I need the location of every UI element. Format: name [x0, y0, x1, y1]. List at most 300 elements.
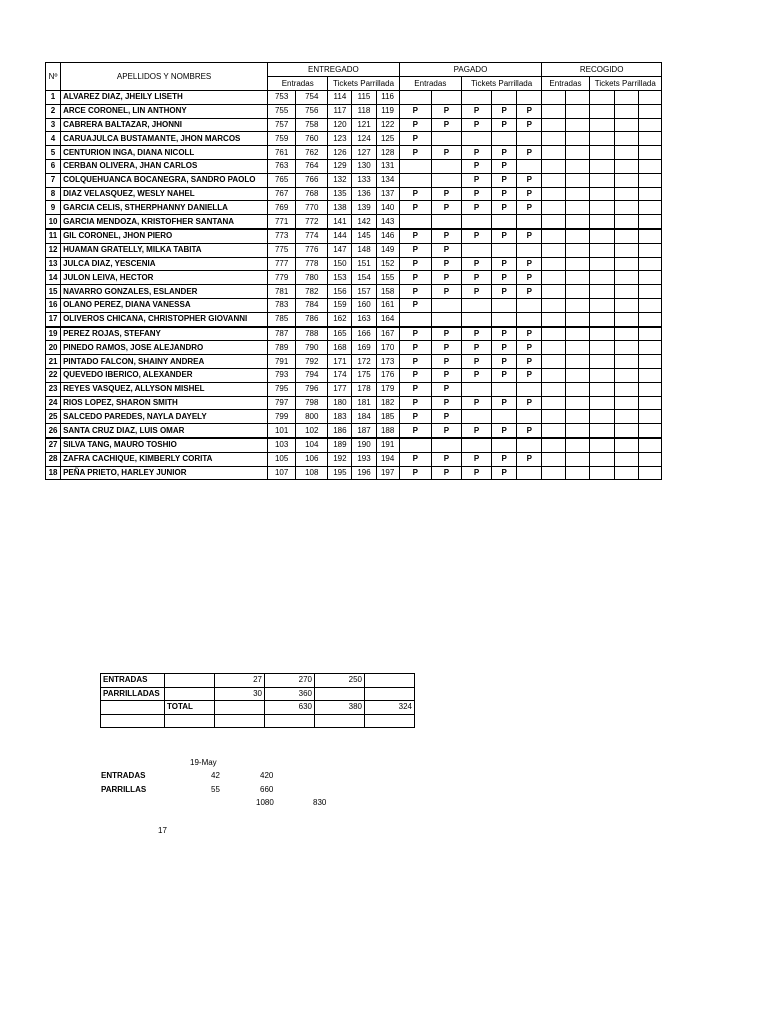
recogido-cell	[638, 438, 661, 452]
pagado-cell	[399, 159, 431, 173]
entregado-entrada-cell: 770	[296, 201, 328, 215]
student-name: GIL CORONEL, JHON PIERO	[61, 229, 268, 243]
recogido-cell	[614, 173, 638, 187]
pagado-cell	[461, 132, 491, 146]
summary-cell	[265, 714, 315, 728]
recogido-cell	[589, 410, 614, 424]
pagado-cell: P	[399, 243, 431, 257]
entregado-entrada-cell: 778	[296, 257, 328, 271]
pagado-cell	[517, 298, 542, 312]
student-name: PINTADO FALCON, SHAINY ANDREA	[61, 355, 268, 369]
row-number: 9	[46, 201, 61, 215]
entregado-ticket-cell: 124	[352, 132, 376, 146]
entregado-entrada-cell: 777	[268, 257, 296, 271]
summary-cell: 360	[265, 687, 315, 701]
recogido-cell	[614, 327, 638, 341]
recogido-cell	[542, 159, 566, 173]
table-row	[46, 327, 662, 341]
recogido-cell	[542, 173, 566, 187]
entregado-entrada-cell: 792	[296, 355, 328, 369]
entregado-entrada-cell: 754	[296, 91, 328, 105]
recogido-cell	[589, 159, 614, 173]
recogido-cell	[614, 368, 638, 382]
summary-cell	[165, 674, 215, 688]
pagado-cell: P	[431, 452, 461, 466]
entregado-ticket-cell: 135	[328, 187, 352, 201]
recogido-cell	[614, 452, 638, 466]
pagado-cell: P	[517, 424, 542, 438]
entregado-ticket-cell: 190	[352, 438, 376, 452]
pagado-cell: P	[517, 271, 542, 285]
pagado-cell: P	[517, 187, 542, 201]
entregado-ticket-cell: 160	[352, 298, 376, 312]
row-number: 14	[46, 271, 61, 285]
recogido-cell	[566, 243, 589, 257]
entregado-ticket-cell: 185	[376, 410, 399, 424]
row-number: 28	[46, 452, 61, 466]
entregado-entrada-cell: 796	[296, 382, 328, 396]
recogido-cell	[614, 215, 638, 229]
table-row	[46, 382, 662, 396]
entregado-entrada-cell: 790	[296, 341, 328, 355]
recogido-cell	[589, 355, 614, 369]
table-row	[46, 91, 662, 105]
table-row	[46, 355, 662, 369]
entregado-ticket-cell: 162	[328, 312, 352, 326]
recogido-cell	[638, 382, 661, 396]
pagado-cell: P	[431, 396, 461, 410]
entregado-entrada-cell: 788	[296, 327, 328, 341]
summary-cell	[165, 687, 215, 701]
recogido-cell	[614, 257, 638, 271]
pagado-cell: P	[461, 341, 491, 355]
recogido-cell	[566, 410, 589, 424]
entregado-ticket-cell: 168	[328, 341, 352, 355]
row-number: 17	[46, 312, 61, 326]
recogido-cell	[638, 312, 661, 326]
recogido-cell	[614, 91, 638, 105]
pagado-cell: P	[461, 355, 491, 369]
recogido-cell	[589, 382, 614, 396]
entregado-entrada-cell: 760	[296, 132, 328, 146]
entregado-ticket-cell: 134	[376, 173, 399, 187]
pagado-cell	[431, 312, 461, 326]
pagado-cell: P	[399, 368, 431, 382]
pagado-cell	[492, 132, 517, 146]
recogido-cell	[614, 201, 638, 215]
recogido-cell	[589, 118, 614, 132]
pagado-cell: P	[431, 187, 461, 201]
recogido-cell	[542, 368, 566, 382]
pagado-cell: P	[517, 355, 542, 369]
summary-cell: 27	[215, 674, 265, 688]
entregado-ticket-cell: 176	[376, 368, 399, 382]
pagado-cell: P	[461, 368, 491, 382]
recogido-cell	[566, 466, 589, 480]
recogido-cell	[566, 382, 589, 396]
entregado-ticket-cell: 170	[376, 341, 399, 355]
student-name: OLANO PEREZ, DIANA VANESSA	[61, 298, 268, 312]
recogido-cell	[638, 271, 661, 285]
pagado-cell	[517, 410, 542, 424]
recogido-cell	[614, 466, 638, 480]
pagado-cell: P	[492, 118, 517, 132]
student-name: CENTURION INGA, DIANA NICOLL	[61, 146, 268, 160]
pagado-cell: P	[431, 118, 461, 132]
entregado-ticket-cell: 120	[328, 118, 352, 132]
pagado-cell: P	[492, 201, 517, 215]
entregado-ticket-cell: 145	[352, 229, 376, 243]
student-name: GARCIA CELIS, STHERPHANNY DANIELLA	[61, 201, 268, 215]
pagado-cell: P	[431, 341, 461, 355]
entregado-ticket-cell: 192	[328, 452, 352, 466]
recogido-cell	[614, 104, 638, 118]
entregado-entrada-cell: 757	[268, 118, 296, 132]
entregado-ticket-cell: 133	[352, 173, 376, 187]
entregado-ticket-cell: 191	[376, 438, 399, 452]
pagado-cell: P	[399, 452, 431, 466]
student-name: SANTA CRUZ DIAZ, LUIS OMAR	[61, 424, 268, 438]
row-number: 4	[46, 132, 61, 146]
entregado-ticket-cell: 164	[376, 312, 399, 326]
summary-cell	[315, 714, 365, 728]
recogido-cell	[542, 201, 566, 215]
recogido-cell	[542, 466, 566, 480]
recogido-cell	[614, 298, 638, 312]
table-row	[46, 298, 662, 312]
pagado-cell	[492, 91, 517, 105]
recogido-cell	[542, 91, 566, 105]
recogido-cell	[614, 410, 638, 424]
table-row	[46, 159, 662, 173]
recogido-cell	[638, 298, 661, 312]
pagado-cell: P	[399, 285, 431, 299]
entregado-entrada-cell: 776	[296, 243, 328, 257]
recogido-cell	[566, 368, 589, 382]
recogido-cell	[638, 285, 661, 299]
recogido-cell	[589, 438, 614, 452]
recogido-cell	[542, 355, 566, 369]
student-name: PEREZ ROJAS, STEFANY	[61, 327, 268, 341]
pagado-cell: P	[431, 285, 461, 299]
pagado-cell: P	[461, 146, 491, 160]
pagado-cell	[517, 91, 542, 105]
pagado-cell: P	[399, 229, 431, 243]
pagado-cell: P	[517, 341, 542, 355]
recogido-cell	[589, 173, 614, 187]
pagado-cell	[399, 215, 431, 229]
student-name: REYES VASQUEZ, ALLYSON MISHEL	[61, 382, 268, 396]
entregado-entrada-cell: 798	[296, 396, 328, 410]
pagado-cell: P	[431, 271, 461, 285]
pagado-cell: P	[492, 452, 517, 466]
pagado-cell	[492, 215, 517, 229]
table-row	[46, 132, 662, 146]
entregado-entrada-cell: 775	[268, 243, 296, 257]
notes-entradas-b: 420	[260, 771, 274, 780]
summary-table	[100, 673, 415, 728]
pagado-cell	[461, 410, 491, 424]
entregado-ticket-cell: 127	[352, 146, 376, 160]
recogido-cell	[566, 159, 589, 173]
pagado-cell: P	[399, 382, 431, 396]
entregado-ticket-cell: 157	[352, 285, 376, 299]
entregado-entrada-cell: 763	[268, 159, 296, 173]
student-name: PEÑA PRIETO, HARLEY JUNIOR	[61, 466, 268, 480]
pagado-cell: P	[399, 355, 431, 369]
entregado-ticket-cell: 171	[328, 355, 352, 369]
recogido-cell	[566, 257, 589, 271]
summary-cell: 30	[215, 687, 265, 701]
entregado-entrada-cell: 755	[268, 104, 296, 118]
entregado-ticket-cell: 195	[328, 466, 352, 480]
pagado-cell	[431, 215, 461, 229]
recogido-cell	[614, 341, 638, 355]
recogido-cell	[566, 146, 589, 160]
pagado-cell: P	[399, 201, 431, 215]
col-name-header: APELLIDOS Y NOMBRES	[61, 63, 268, 91]
entregado-ticket-cell: 169	[352, 341, 376, 355]
pagado-cell: P	[431, 257, 461, 271]
pagado-cell	[461, 298, 491, 312]
pagado-cell: P	[517, 285, 542, 299]
recogido-cell	[589, 243, 614, 257]
recogido-cell	[638, 327, 661, 341]
recogido-cell	[589, 91, 614, 105]
pagado-cell: P	[492, 271, 517, 285]
student-name: OLIVEROS CHICANA, CHRISTOPHER GIOVANNI	[61, 312, 268, 326]
entregado-entrada-cell: 784	[296, 298, 328, 312]
recogido-cell	[542, 396, 566, 410]
entregado-entrada-cell: 793	[268, 368, 296, 382]
row-number: 8	[46, 187, 61, 201]
recogido-cell	[542, 146, 566, 160]
recogido-cell	[566, 118, 589, 132]
entregado-ticket-cell: 184	[352, 410, 376, 424]
row-number: 26	[46, 424, 61, 438]
pagado-cell	[461, 438, 491, 452]
recogido-cell	[566, 452, 589, 466]
recogido-cell	[542, 118, 566, 132]
entregado-entrada-cell: 104	[296, 438, 328, 452]
recogido-cell	[566, 341, 589, 355]
entregado-ticket-cell: 132	[328, 173, 352, 187]
pagado-cell: P	[431, 466, 461, 480]
row-number: 16	[46, 298, 61, 312]
recogido-cell	[566, 438, 589, 452]
pagado-cell	[492, 410, 517, 424]
entregado-ticket-cell: 144	[328, 229, 352, 243]
recogido-cell	[566, 327, 589, 341]
entregado-ticket-cell: 128	[376, 146, 399, 160]
pagado-cell: P	[461, 201, 491, 215]
entregado-ticket-cell: 149	[376, 243, 399, 257]
pagado-cell: P	[492, 229, 517, 243]
table-row	[46, 466, 662, 480]
student-name: SALCEDO PAREDES, NAYLA DAYELY	[61, 410, 268, 424]
recogido-cell	[566, 396, 589, 410]
entregado-ticket-cell: 196	[352, 466, 376, 480]
summary-cell: ENTRADAS	[101, 674, 165, 688]
entregado-entrada-cell: 779	[268, 271, 296, 285]
notes-count: 17	[158, 826, 167, 835]
pagado-cell: P	[517, 229, 542, 243]
recogido-cell	[589, 466, 614, 480]
recogido-cell	[542, 438, 566, 452]
recogido-cell	[614, 396, 638, 410]
recogido-cell	[542, 215, 566, 229]
entregado-ticket-cell: 153	[328, 271, 352, 285]
pagado-cell: P	[431, 382, 461, 396]
pagado-cell: P	[517, 396, 542, 410]
recogido-cell	[542, 341, 566, 355]
entregado-ticket-cell: 182	[376, 396, 399, 410]
entregado-entrada-cell: 773	[268, 229, 296, 243]
row-number: 6	[46, 159, 61, 173]
pagado-cell	[517, 243, 542, 257]
pagado-cell	[431, 91, 461, 105]
entregado-entrada-cell: 783	[268, 298, 296, 312]
student-name: CARUAJULCA BUSTAMANTE, JHON MARCOS	[61, 132, 268, 146]
pagado-cell: P	[492, 257, 517, 271]
entregado-entrada-cell: 774	[296, 229, 328, 243]
table-row	[46, 424, 662, 438]
row-number: 5	[46, 146, 61, 160]
recogido-cell	[638, 201, 661, 215]
table-row	[46, 118, 662, 132]
entregado-entrada-cell: 105	[268, 452, 296, 466]
row-number: 7	[46, 173, 61, 187]
pagado-entradas-header: Entradas	[399, 77, 461, 91]
recogido-cell	[638, 118, 661, 132]
pagado-cell: P	[431, 243, 461, 257]
student-name: GARCIA MENDOZA, KRISTOFHER SANTANA	[61, 215, 268, 229]
row-number: 15	[46, 285, 61, 299]
entregado-ticket-cell: 129	[328, 159, 352, 173]
row-number: 23	[46, 382, 61, 396]
recogido-cell	[638, 173, 661, 187]
summary-cell	[101, 701, 165, 715]
entregado-entrada-cell: 103	[268, 438, 296, 452]
pagado-cell: P	[492, 368, 517, 382]
table-row	[46, 368, 662, 382]
pagado-cell: P	[492, 327, 517, 341]
recogido-cell	[638, 396, 661, 410]
entregado-entrada-cell: 786	[296, 312, 328, 326]
pagado-cell	[517, 466, 542, 480]
entregado-ticket-cell: 173	[376, 355, 399, 369]
recogido-cell	[566, 285, 589, 299]
recogido-cell	[589, 285, 614, 299]
pagado-cell: P	[492, 187, 517, 201]
student-name: NAVARRO GONZALES, ESLANDER	[61, 285, 268, 299]
pagado-cell	[461, 382, 491, 396]
summary-row	[101, 674, 415, 688]
entregado-ticket-cell: 117	[328, 104, 352, 118]
entregado-entrada-cell: 772	[296, 215, 328, 229]
recogido-cell	[614, 271, 638, 285]
summary-cell	[165, 714, 215, 728]
entregado-ticket-cell: 174	[328, 368, 352, 382]
entregado-entrada-cell: 102	[296, 424, 328, 438]
entregado-entrada-cell: 771	[268, 215, 296, 229]
pagado-cell: P	[492, 173, 517, 187]
entregado-ticket-cell: 122	[376, 118, 399, 132]
entregado-ticket-cell: 165	[328, 327, 352, 341]
entregado-ticket-cell: 152	[376, 257, 399, 271]
recogido-cell	[589, 298, 614, 312]
pagado-cell	[517, 132, 542, 146]
entregado-entrada-cell: 791	[268, 355, 296, 369]
entregado-ticket-cell: 154	[352, 271, 376, 285]
pagado-cell	[399, 438, 431, 452]
entregado-ticket-cell: 156	[328, 285, 352, 299]
recogido-cell	[542, 187, 566, 201]
registration-rows	[46, 91, 662, 480]
recogido-cell	[566, 355, 589, 369]
summary-cell: PARRILLADAS	[101, 687, 165, 701]
recogido-cell	[566, 173, 589, 187]
entregado-entrada-cell: 767	[268, 187, 296, 201]
entregado-ticket-cell: 178	[352, 382, 376, 396]
recogido-cell	[566, 298, 589, 312]
pagado-cell: P	[517, 173, 542, 187]
pagado-cell: P	[492, 104, 517, 118]
entregado-entrada-cell: 781	[268, 285, 296, 299]
pagado-cell: P	[399, 132, 431, 146]
pagado-cell: P	[399, 424, 431, 438]
pagado-cell: P	[461, 271, 491, 285]
pagado-cell: P	[461, 159, 491, 173]
pagado-cell: P	[399, 341, 431, 355]
pagado-cell: P	[399, 146, 431, 160]
student-name: DIAZ VELASQUEZ, WESLY NAHEL	[61, 187, 268, 201]
student-name: JULCA DIAZ, YESCENIA	[61, 257, 268, 271]
recogido-cell	[638, 243, 661, 257]
entregado-entrada-cell: 758	[296, 118, 328, 132]
pagado-cell: P	[461, 466, 491, 480]
table-row	[46, 215, 662, 229]
pagado-cell: P	[461, 452, 491, 466]
entregado-ticket-cell: 143	[376, 215, 399, 229]
pagado-cell: P	[517, 327, 542, 341]
pagado-cell	[431, 438, 461, 452]
entregado-ticket-cell: 189	[328, 438, 352, 452]
entregado-entrada-cell: 765	[268, 173, 296, 187]
recogido-cell	[589, 341, 614, 355]
recogido-cell	[589, 132, 614, 146]
entregado-entrada-cell: 108	[296, 466, 328, 480]
pagado-cell: P	[399, 104, 431, 118]
entregado-entrada-cell: 766	[296, 173, 328, 187]
recogido-cell	[614, 118, 638, 132]
pagado-cell: P	[461, 257, 491, 271]
entregado-entrada-cell: 762	[296, 146, 328, 160]
recogido-cell	[614, 424, 638, 438]
recogido-cell	[566, 201, 589, 215]
notes-entradas-a: 42	[211, 771, 220, 780]
pagado-cell: P	[431, 327, 461, 341]
student-name: QUEVEDO IBERICO, ALEXANDER	[61, 368, 268, 382]
entregado-ticket-cell: 186	[328, 424, 352, 438]
entregado-ticket-cell: 119	[376, 104, 399, 118]
entregado-ticket-cell: 116	[376, 91, 399, 105]
entregado-ticket-cell: 121	[352, 118, 376, 132]
pagado-cell	[492, 382, 517, 396]
row-number: 19	[46, 327, 61, 341]
table-row	[46, 187, 662, 201]
summary-cell	[315, 687, 365, 701]
